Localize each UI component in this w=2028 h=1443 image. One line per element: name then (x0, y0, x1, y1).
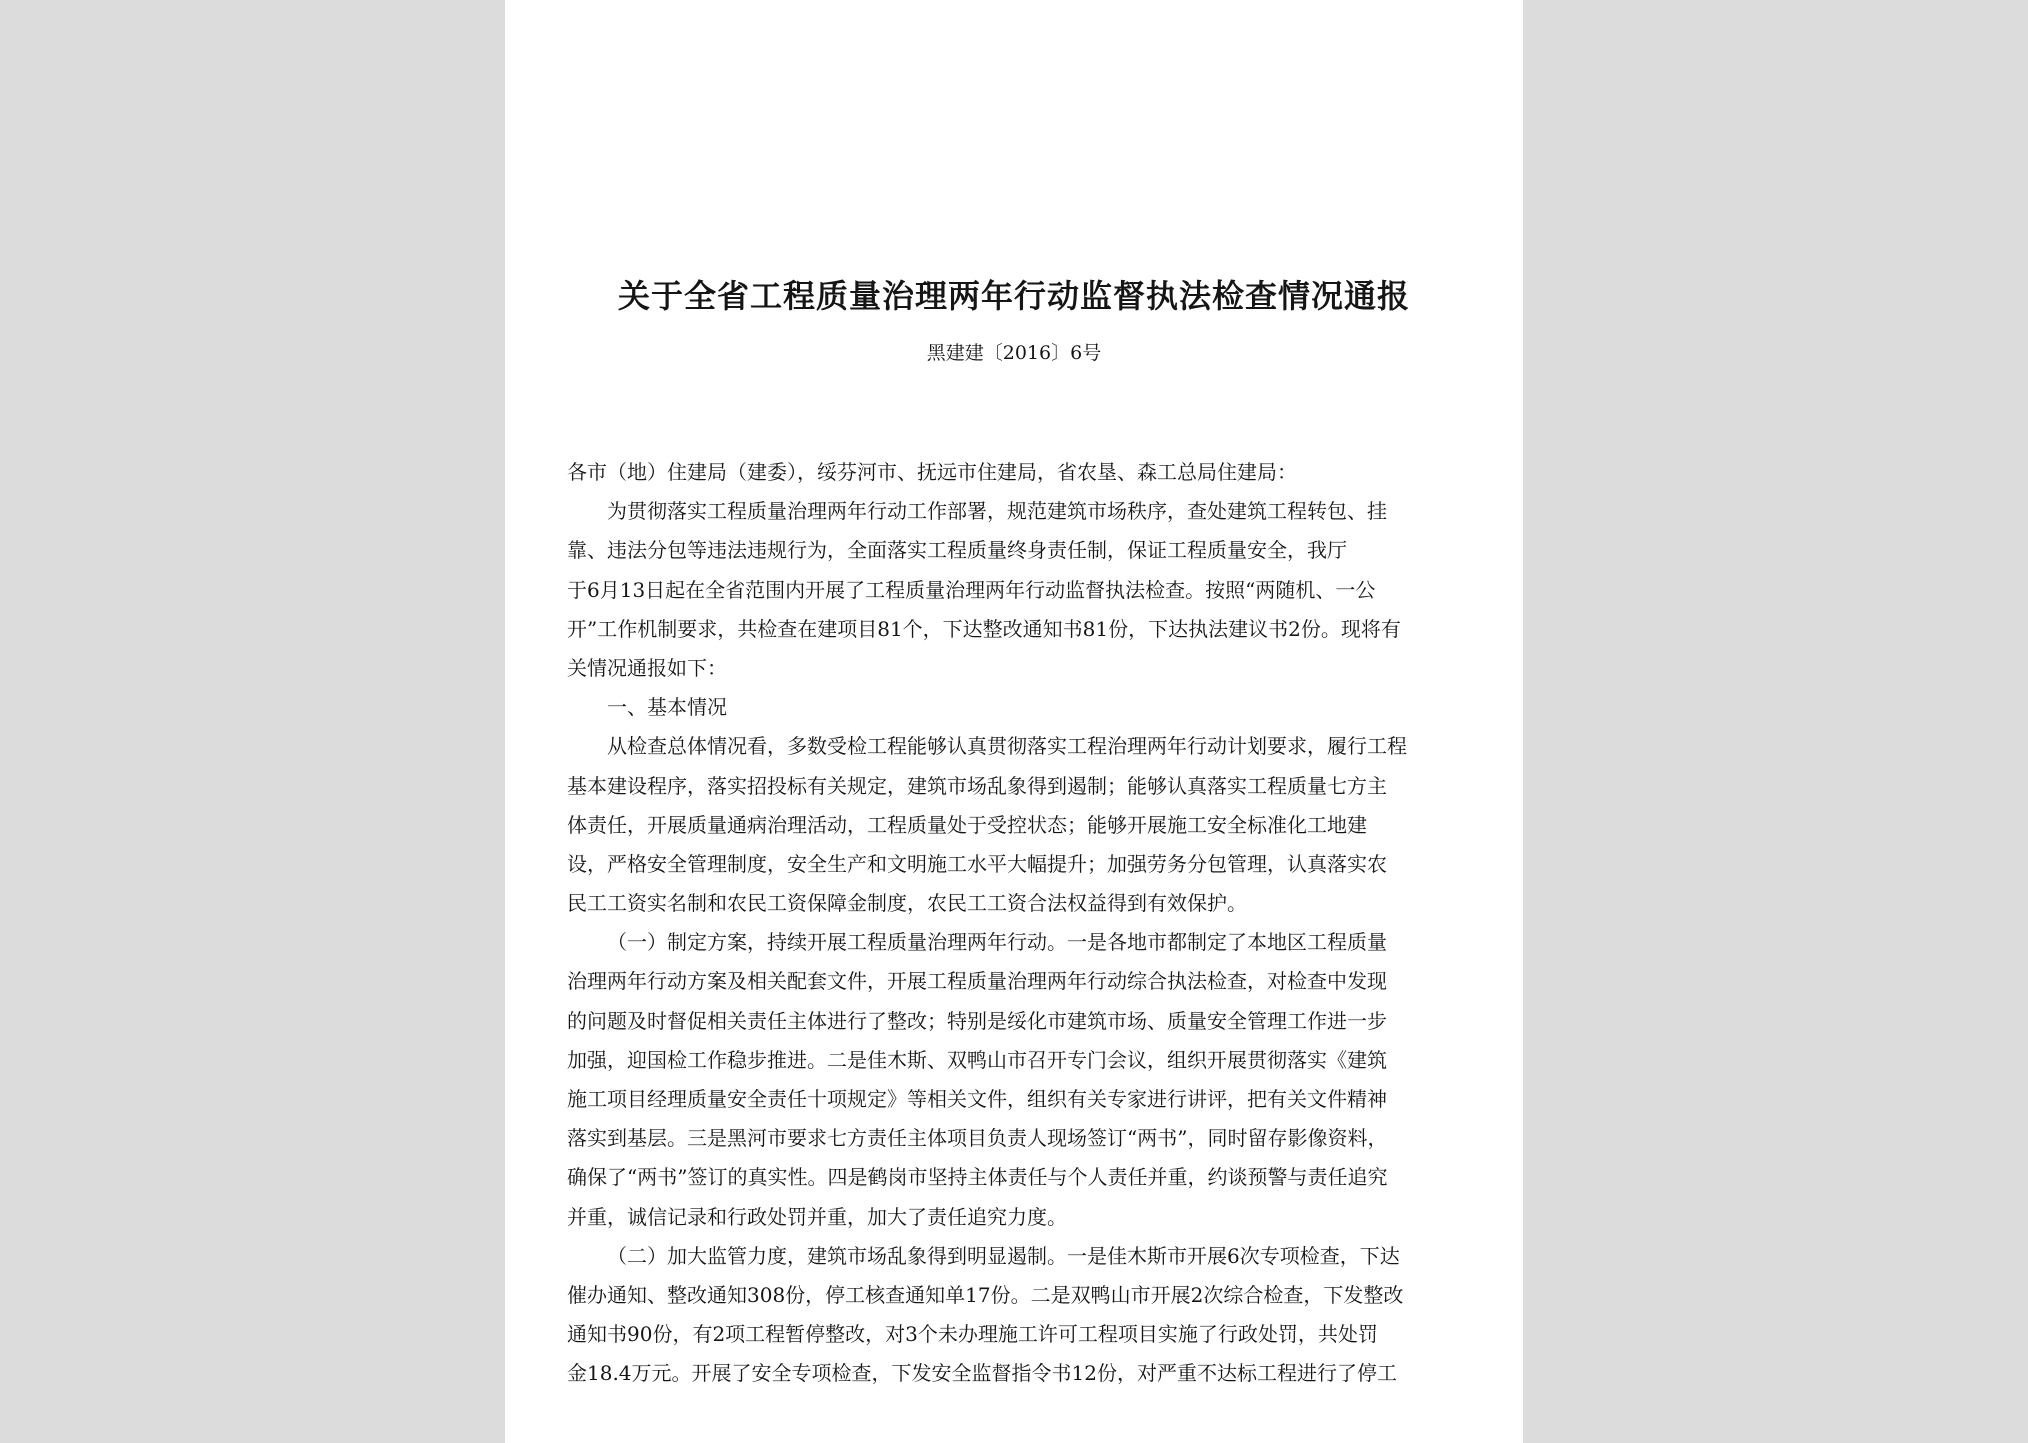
body-line: 各市（地）住建局（建委），绥芬河市、抚远市住建局，省农垦、森工总局住建局： (567, 460, 1297, 484)
body-line: 从检查总体情况看，多数受检工程能够认真贯彻落实工程治理两年行动计划要求，履行工程 (607, 734, 1407, 759)
body-line: 加强，迎国检工作稳步推进。二是佳木斯、双鸭山市召开专门会议，组织开展贯彻落实《建筑 (567, 1047, 1387, 1072)
document-title: 关于全省工程质量治理两年行动监督执法检查情况通报 (617, 277, 1410, 315)
body-line: （二）加大监管力度，建筑市场乱象得到明显遏制。一是佳木斯市开展6次专项检查，下达 (607, 1243, 1400, 1268)
document-page (505, 0, 1523, 1443)
body-line: 体责任，开展质量通病治理活动，工程质量处于受控状态；能够开展施工安全标准化工地建 (567, 812, 1367, 837)
document-number: 黑建建〔2016〕6号 (926, 342, 1102, 364)
body-line: 并重，诚信记录和行政处罚并重，加大了责任追究力度。 (567, 1204, 1067, 1229)
body-line: 基本建设程序，落实招投标有关规定，建筑市场乱象得到遏制；能够认真落实工程质量七方主 (567, 773, 1387, 798)
body-line: 的问题及时督促相关责任主体进行了整改；特别是绥化市建筑市场、质量安全管理工作进一步 (567, 1008, 1387, 1033)
body-line: （一）制定方案，持续开展工程质量治理两年行动。一是各地市都制定了本地区工程质量 (607, 930, 1387, 955)
body-line: 一、基本情况 (607, 695, 727, 720)
body-line: 金18.4万元。开展了安全专项检查，下发安全监督指令书12份，对严重不达标工程进行了停工 (567, 1361, 1397, 1386)
body-line: 施工项目经理质量安全责任十项规定》等相关文件，组织有关专家进行讲评，把有关文件精神 (567, 1087, 1387, 1111)
body-line: 开”工作机制要求，共检查在建项目81个，下达整改通知书81份，下达执法建议书2份。现将有 (567, 616, 1401, 641)
body-line: 落实到基层。三是黑河市要求七方责任主体项目负责人现场签订“两书”，同时留存影像资料， (567, 1126, 1388, 1151)
body-line: 于6月13日起在全省范围内开展了工程质量治理两年行动监督执法检查。按照“两随机、一公 (567, 577, 1376, 602)
body-line: 治理两年行动方案及相关配套文件，开展工程质量治理两年行动综合执法检查，对检查中发现 (567, 969, 1387, 994)
body-line: 靠、违法分包等违法违规行为，全面落实工程质量终身责任制，保证工程质量安全，我厅 (567, 538, 1347, 563)
body-line: 关情况通报如下： (567, 655, 727, 680)
body-line: 为贯彻落实工程质量治理两年行动工作部署，规范建筑市场秩序，查处建筑工程转包、挂 (607, 499, 1387, 524)
body-line: 催办通知、整改通知308份，停工核查通知单17份。二是双鸭山市开展2次综合检查，下发整改 (567, 1282, 1404, 1307)
body-line: 确保了“两书”签订的真实性。四是鹤岗市坚持主体责任与个人责任并重，约谈预警与责任追究 (567, 1165, 1388, 1190)
body-line: 设，严格安全管理制度，安全生产和文明施工水平大幅提升；加强劳务分包管理，认真落实农 (567, 851, 1387, 876)
document-body (567, 453, 1467, 1394)
body-line: 通知书90份，有2项工程暂停整改，对3个未办理施工许可工程项目实施了行政处罚，共处罚 (567, 1322, 1378, 1347)
body-line: 民工工资实名制和农民工资保障金制度，农民工工资合法权益得到有效保护。 (567, 891, 1247, 916)
